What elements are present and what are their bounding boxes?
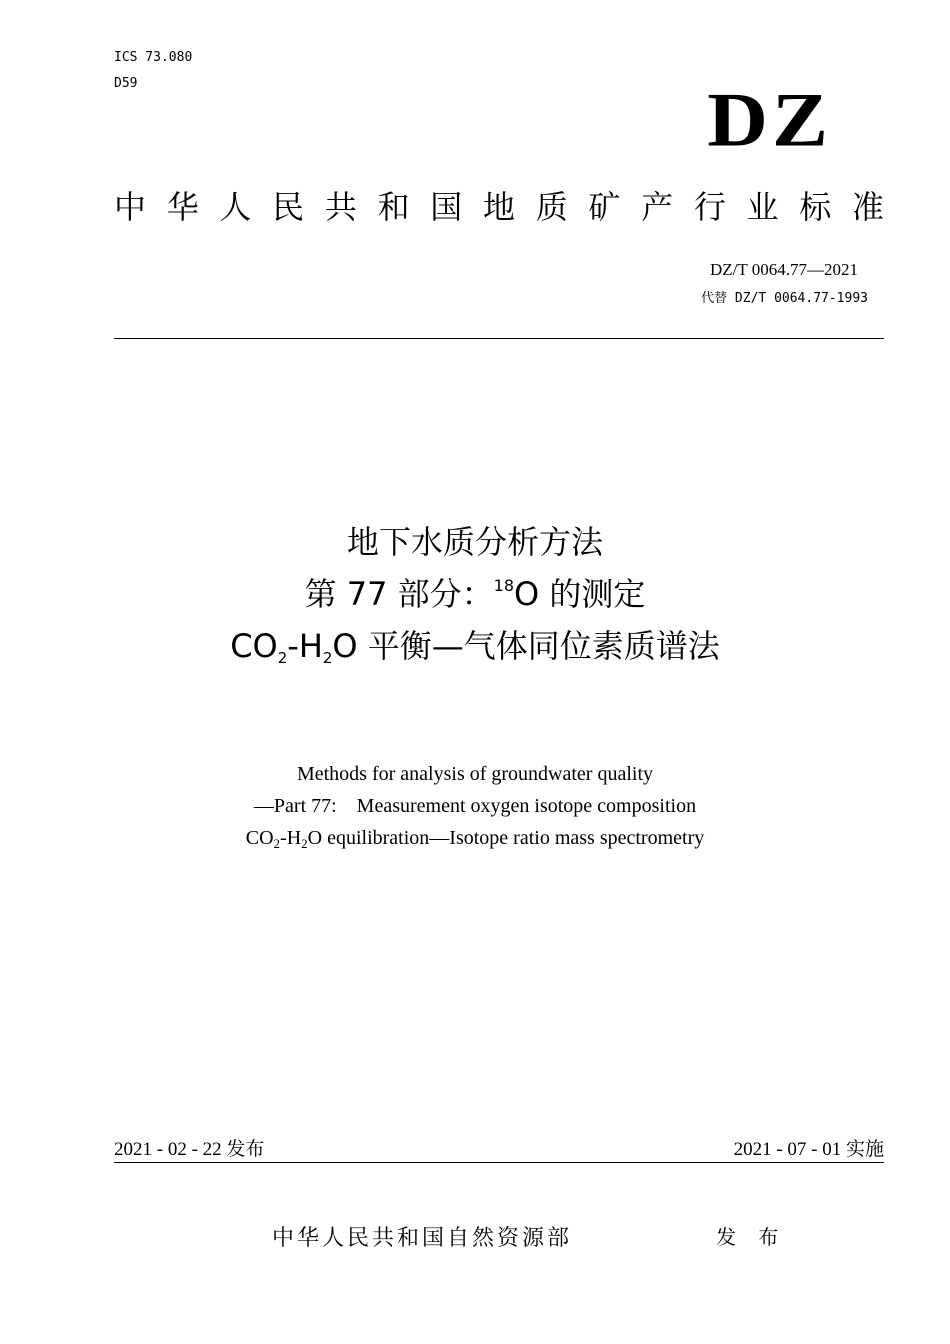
english-title-line-1: Methods for analysis of groundwater quality	[296, 763, 654, 785]
publisher: 中华人民共和国自然资源部	[272, 1226, 573, 1251]
chinese-title-line-2: 第 77 部分：$^{18}$O 的测定	[304, 575, 646, 613]
standard-number: DZ/T 0064.77—2021	[710, 260, 858, 279]
publish-label: 发 布	[716, 1225, 787, 1249]
org-title: 中华人民共和国地质矿产行业标准	[114, 188, 886, 226]
bottom-divider	[114, 1162, 884, 1163]
chinese-title-line-3: $CO_2-H_2O$ 平衡—气体同位素质谱法	[230, 627, 720, 667]
issue-date: 2021 - 02 - 22 发布	[114, 1139, 265, 1160]
chinese-title	[0, 516, 950, 672]
dz-logo: DZ	[707, 77, 832, 163]
implementation-date: 2021 - 07 - 01 实施	[733, 1139, 884, 1160]
chinese-title-line-1: 地下水质分析方法	[346, 523, 603, 561]
top-divider	[114, 338, 884, 339]
english-title-line-3: $CO_2-H_2O$ equilibration—Isotope ratio mass spectrometry	[245, 827, 705, 851]
ccs-code: D59	[114, 76, 138, 91]
english-title	[0, 758, 950, 854]
ics-code: ICS 73.080	[114, 50, 193, 65]
english-title-line-2: —Part 77: Measurement oxygen isotope composition	[253, 795, 697, 817]
replaces-standard: 代替 DZ/T 0064.77-1993	[701, 291, 868, 306]
